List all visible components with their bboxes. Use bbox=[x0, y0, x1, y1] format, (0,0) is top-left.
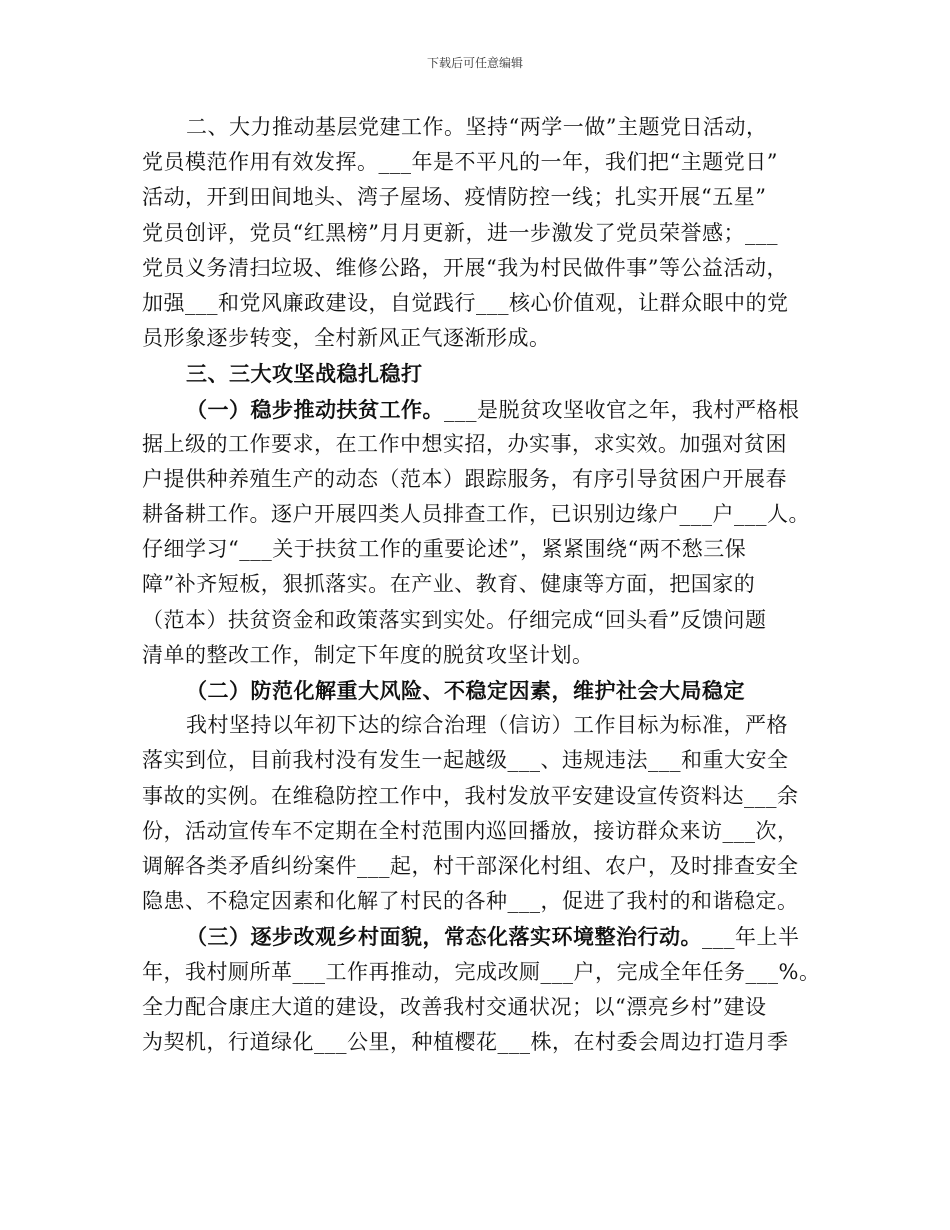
paragraph-line: 加强___和党风廉政建设，自觉践行___核心价值观，让群众眼中的党 bbox=[142, 290, 789, 315]
section-heading: 三、三大攻坚战稳扎稳打 bbox=[186, 361, 423, 387]
document-body bbox=[142, 110, 832, 1060]
paragraph-line: 户提供种养殖生产的动态（范本）跟踪服务，有序引导贫困户开展春 bbox=[142, 466, 787, 491]
paragraph-line: 清单的整改工作，制定下年度的脱贫攻坚计划。 bbox=[142, 642, 594, 667]
paragraph-line: 调解各类矛盾纠纷案件___起，村干部深化村组、农户，及时排查安全 bbox=[142, 853, 799, 878]
paragraph-text: ___年上半 bbox=[702, 925, 800, 950]
page-header: 下载后可任意编辑 bbox=[426, 56, 523, 70]
subsection-heading: （二）防范化解重大风险、不稳定因素，维护社会大局稳定 bbox=[186, 678, 745, 703]
paragraph-line: 党员模范作用有效发挥。___年是不平凡的一年，我们把“主题党日” bbox=[142, 150, 778, 175]
paragraph-line: 我村坚持以年初下达的综合治理（信访）工作目标为标准，严格 bbox=[186, 713, 788, 738]
subsection-heading: （三）逐步改观乡村面貌，常态化落实环境整治行动。 bbox=[186, 924, 702, 950]
paragraph-line: 份，活动宣传车不定期在全村范围内巡回播放，接访群众来访___次， bbox=[142, 818, 799, 843]
paragraph-line: 二、大力推动基层党建工作。坚持“两学一做”主题党日活动， bbox=[186, 115, 768, 139]
paragraph-line: 落实到位，目前我村没有发生一起越级___、违规违法___和重大安全 bbox=[142, 748, 789, 773]
paragraph-text: ___是脱贫攻坚收官之年，我村严格根 bbox=[444, 397, 800, 422]
paragraph-line bbox=[142, 392, 832, 427]
paragraph-line: 据上级的工作要求，在工作中想实招，办实事，求实效。加强对贫困 bbox=[142, 431, 787, 456]
paragraph-line: （范本）扶贫资金和政策落实到实处。仔细完成“回头看”反馈问题 bbox=[142, 607, 767, 632]
paragraph-line bbox=[142, 919, 832, 954]
paragraph-line: 事故的实例。在维稳防控工作中，我村发放平安建设宣传资料达___余 bbox=[142, 783, 799, 808]
paragraph-line: 党员创评，党员“红黑榜”月月更新，进一步激发了党员荣誉感；___ bbox=[142, 220, 778, 245]
paragraph-line: 党员义务清扫垃圾、维修公路，开展“我为村民做件事”等公益活动， bbox=[142, 255, 788, 280]
paragraph-line: 耕备耕工作。逐户开展四类人员排查工作，已识别边缘户___户___人。 bbox=[142, 502, 810, 527]
paragraph-line: 隐患、不稳定因素和化解了村民的各种___，促进了我村的和谐稳定。 bbox=[142, 889, 799, 914]
paragraph-line: 员形象逐步转变，全村新风正气逐渐形成。 bbox=[142, 326, 551, 351]
subsection-heading: （一）稳步推动扶贫工作。 bbox=[186, 396, 444, 422]
paragraph-line: 仔细学习“___关于扶贫工作的重要论述”，紧紧围绕“两不愁三保 bbox=[142, 537, 747, 562]
paragraph-line: 全力配合康庄大道的建设，改善我村交通状况；以“漂亮乡村”建设 bbox=[142, 994, 767, 1019]
paragraph-line: 障”补齐短板，狠抓落实。在产业、教育、健康等方面，把国家的 bbox=[142, 572, 756, 597]
paragraph-line: 为契机，行道绿化___公里，种植樱花___株，在村委会周边打造月季 bbox=[142, 1029, 789, 1054]
paragraph-line: 活动，开到田间地头、湾子屋场、疫情防控一线；扎实开展“五星” bbox=[142, 185, 767, 210]
paragraph-line: 年，我村厕所革___工作再推动，完成改厕___户，完成全年任务___%。 bbox=[142, 959, 821, 984]
